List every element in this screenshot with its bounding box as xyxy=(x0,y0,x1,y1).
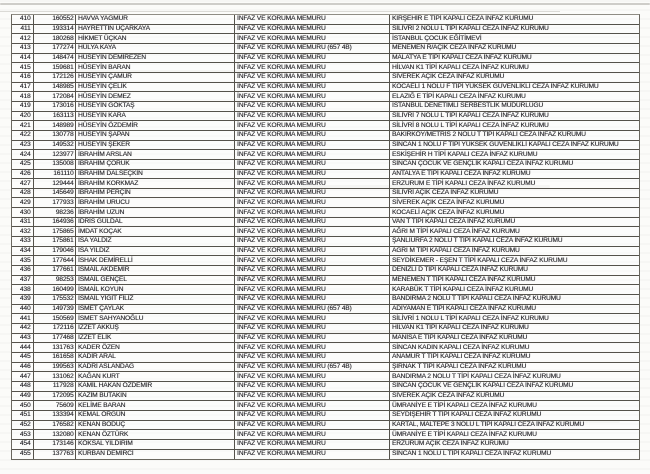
cell-person-name: HÜLYA KAYA xyxy=(76,44,235,53)
cell-registry-number: 75609 xyxy=(34,401,76,410)
table-row xyxy=(12,218,639,228)
cell-registry-number: 149739 xyxy=(34,305,76,314)
table-row xyxy=(12,179,639,189)
cell-row-number: 428 xyxy=(12,189,34,198)
table-row xyxy=(12,189,639,199)
cell-row-number: 419 xyxy=(12,102,34,111)
cell-row-number: 432 xyxy=(12,227,34,236)
cell-row-number: 451 xyxy=(12,411,34,420)
cell-registry-number: 145649 xyxy=(34,189,76,198)
cell-institution: KOCAELİ AÇIK CEZA İNFAZ KURUMU xyxy=(392,208,505,216)
table-row xyxy=(12,83,639,93)
table-row xyxy=(12,411,639,421)
cell-institution: SİNCAN 1 NOLU F TİPİ YÜKSEK GÜVENLİKLİ KAPALI CEZA İNFAZ KURUMU xyxy=(392,140,619,148)
cell-row-number: 410 xyxy=(12,15,34,24)
cell-institution: ADIYAMAN E TİPİ KAPALI CEZA İNFAZ KURUMU xyxy=(392,305,536,313)
cell-registry-number: 132080 xyxy=(34,430,76,439)
personnel-roster-table xyxy=(11,14,640,460)
cell-institution: MANİSA E TİPİ KAPALI CEZA İNFAZ KURUMU xyxy=(392,334,528,342)
cell-person-name: HAYRETTİN UÇARKAYA xyxy=(76,25,235,34)
cell-registry-number: 98236 xyxy=(34,208,76,217)
cell-row-number: 438 xyxy=(12,285,34,294)
cell-person-name: İBRAHİM PERÇİN xyxy=(76,189,235,198)
table-row xyxy=(12,15,639,25)
cell-row-number: 447 xyxy=(12,372,34,381)
cell-institution: KOCAELİ 1 NOLU F TİPİ YÜKSEK GÜVENLİKLİ CEZA İNFAZ KURUMU xyxy=(392,82,599,90)
cell-row-number: 427 xyxy=(12,179,34,188)
cell-person-name: İZZET ELİK xyxy=(76,334,235,343)
table-row xyxy=(12,401,639,411)
cell-row-number: 450 xyxy=(12,401,34,410)
cell-institution: HİLVAN K1 TİPİ KAPALI CEZA İNFAZ KURUMU xyxy=(392,63,529,71)
cell-row-number: 431 xyxy=(12,218,34,227)
cell-row-number: 435 xyxy=(12,256,34,265)
cell-row-number: 423 xyxy=(12,141,34,150)
cell-person-name: HÜSEYİN ŞAPAN xyxy=(76,131,235,140)
table-row xyxy=(12,112,639,122)
table-row xyxy=(12,141,639,151)
cell-row-number: 429 xyxy=(12,198,34,207)
table-row xyxy=(12,150,639,160)
cell-job-title: İNFAZ VE KORUMA MEMURU xyxy=(235,276,390,285)
cell-registry-number: 149532 xyxy=(34,141,76,150)
cell-job-title: İNFAZ VE KORUMA MEMURU xyxy=(235,54,390,63)
cell-row-number: 448 xyxy=(12,382,34,391)
cell-job-title: İNFAZ VE KORUMA MEMURU xyxy=(235,208,390,217)
cell-person-name: HÜSEYİN DEMİREZEN xyxy=(76,54,235,63)
cell-registry-number: 193314 xyxy=(34,25,76,34)
table-row xyxy=(12,305,639,315)
cell-registry-number: 117928 xyxy=(34,382,76,391)
table-row xyxy=(12,227,639,237)
table-row xyxy=(12,324,639,334)
cell-registry-number: 133394 xyxy=(34,411,76,420)
cell-person-name: HÜSEYİN KARA xyxy=(76,112,235,121)
cell-person-name: İSA YILDIZ xyxy=(76,247,235,256)
cell-registry-number: 159681 xyxy=(34,63,76,72)
cell-institution: ELAZIĞ E TİPİ KAPALI CEZA İNFAZ KURUMU xyxy=(392,92,526,100)
cell-job-title: İNFAZ VE KORUMA MEMURU xyxy=(235,285,390,294)
cell-registry-number: 150569 xyxy=(34,314,76,323)
cell-job-title: İNFAZ VE KORUMA MEMURU xyxy=(235,440,390,449)
cell-row-number: 440 xyxy=(12,305,34,314)
table-row xyxy=(12,170,639,180)
table-row xyxy=(12,92,639,102)
cell-person-name: KAZİM BUTAKIN xyxy=(76,392,235,401)
cell-institution: ÜMRANİYE E TİPİ KAPALI CEZA İNFAZ KURUMU xyxy=(392,430,537,438)
cell-person-name: İBRAHİM URUCU xyxy=(76,198,235,207)
cell-job-title: İNFAZ VE KORUMA MEMURU xyxy=(235,121,390,130)
cell-institution: ESKİŞEHİR H TİPİ KAPALI CEZA İNFAZ KURUMU xyxy=(392,150,538,158)
table-row xyxy=(12,256,639,266)
table-row xyxy=(12,102,639,112)
cell-row-number: 434 xyxy=(12,247,34,256)
cell-person-name: İSHAK DEMİRELLİ xyxy=(76,256,235,265)
cell-registry-number: 177274 xyxy=(34,44,76,53)
cell-job-title: İNFAZ VE KORUMA MEMURU xyxy=(235,179,390,188)
cell-registry-number: 148985 xyxy=(34,83,76,92)
cell-job-title: İNFAZ VE KORUMA MEMURU xyxy=(235,372,390,381)
cell-person-name: KADİR ARAL xyxy=(76,353,235,362)
table-row xyxy=(12,34,639,44)
cell-institution: SEYDİŞEHİR T TİPİ KAPALI CEZA İNFAZ KURUMU xyxy=(392,411,542,419)
cell-job-title: İNFAZ VE KORUMA MEMURU xyxy=(235,324,390,333)
cell-row-number: 433 xyxy=(12,237,34,246)
cell-job-title: İNFAZ VE KORUMA MEMURU xyxy=(235,92,390,101)
cell-registry-number: 173146 xyxy=(34,440,76,449)
cell-registry-number: 131763 xyxy=(34,343,76,352)
cell-institution: BANDIRMA 2 NOLU T TİPİ KAPALI CEZA İNFAZ KURUMU xyxy=(392,295,561,303)
cell-job-title: İNFAZ VE KORUMA MEMURU xyxy=(235,63,390,72)
scan-artifact-line xyxy=(0,11,560,12)
cell-institution: SİNCAN ÇOCUK VE GENÇLİK KAPALI CEZA İNFAZ KURUMU xyxy=(392,160,573,168)
cell-row-number: 441 xyxy=(12,314,34,323)
cell-person-name: HİKMET ÜÇKAN xyxy=(76,34,235,43)
table-row xyxy=(12,382,639,392)
cell-row-number: 426 xyxy=(12,170,34,179)
cell-job-title: İNFAZ VE KORUMA MEMURU xyxy=(235,430,390,439)
cell-person-name: İBRAHİM ÇORUK xyxy=(76,160,235,169)
cell-row-number: 422 xyxy=(12,131,34,140)
cell-institution: ÜMRANİYE E TİPİ KAPALI CEZA İNFAZ KURUMU xyxy=(392,401,537,409)
cell-institution: SİLİVRİ AÇIK CEZA İNFAZ KURUMU xyxy=(392,189,499,197)
cell-person-name: İSA YALDIZ xyxy=(76,237,235,246)
cell-registry-number: 176582 xyxy=(34,421,76,430)
cell-row-number: 442 xyxy=(12,324,34,333)
cell-job-title: İNFAZ VE KORUMA MEMURU xyxy=(235,314,390,323)
cell-institution: ERZURUM E TİPİ KAPALI CEZA İNFAZ KURUMU xyxy=(392,179,536,187)
table-row xyxy=(12,440,639,450)
cell-institution: BAKIRKÖY/METRİS 2 NOLU T TİPİ KAPALI CEZA İNFAZ KURUMU xyxy=(392,131,586,139)
cell-row-number: 452 xyxy=(12,421,34,430)
cell-person-name: KADRİ ASLANDAĞ xyxy=(76,363,235,372)
table-row xyxy=(12,353,639,363)
cell-job-title: İNFAZ VE KORUMA MEMURU xyxy=(235,73,390,82)
cell-job-title: İNFAZ VE KORUMA MEMURU xyxy=(235,256,390,265)
cell-job-title: İNFAZ VE KORUMA MEMURU xyxy=(235,343,390,352)
cell-row-number: 418 xyxy=(12,92,34,101)
cell-job-title: İNFAZ VE KORUMA MEMURU xyxy=(235,401,390,410)
cell-row-number: 421 xyxy=(12,121,34,130)
cell-person-name: HAVVA YAĞMUR xyxy=(76,15,235,24)
cell-person-name: HÜSEYİN DEMEZ xyxy=(76,92,235,101)
cell-registry-number: 177644 xyxy=(34,256,76,265)
cell-institution: SİNCAN 1 NOLU L TİPİ KAPALI CEZA İNFAZ KURUMU xyxy=(392,449,551,457)
cell-person-name: İSMET ÇAYLAK xyxy=(76,305,235,314)
cell-person-name: HÜSEYİN BARAN xyxy=(76,63,235,72)
table-row xyxy=(12,25,639,35)
cell-row-number: 414 xyxy=(12,54,34,63)
cell-institution: ŞANLIURFA 2 NOLU T TİPİ KAPALI CEZA İNFAZ KURUMU xyxy=(392,237,563,245)
cell-job-title: İNFAZ VE KORUMA MEMURU xyxy=(235,15,390,24)
cell-registry-number: 131062 xyxy=(34,372,76,381)
cell-registry-number: 148474 xyxy=(34,54,76,63)
table-row xyxy=(12,237,639,247)
cell-row-number: 430 xyxy=(12,208,34,217)
cell-institution: SİNCAN ÇOCUK VE GENÇLİK KAPALI CEZA İNFAZ KURUMU xyxy=(392,382,573,390)
cell-person-name: İBRAHİM ARSLAN xyxy=(76,150,235,159)
cell-person-name: KURBAN DEMİRCİ xyxy=(76,450,235,460)
cell-institution: MENEMEN R/AÇIK CEZA İNFAZ KURUMU xyxy=(392,44,517,52)
table-row xyxy=(12,208,639,218)
cell-person-name: İZZET AKKUŞ xyxy=(76,324,235,333)
table-row xyxy=(12,266,639,276)
table-row xyxy=(12,343,639,353)
cell-institution: SİLİVRİ 1 NOLU L TİPİ KAPALI CEZA İNFAZ KURUMU xyxy=(392,314,549,322)
cell-institution: SİLİVRİ 7 NOLU L TİPİ KAPALI CEZA İNFAZ KURUMU xyxy=(392,111,549,119)
cell-institution: AĞRI M TİPİ KAPALI CEZA İNFAZ KURUMU xyxy=(392,227,520,235)
cell-registry-number: 172126 xyxy=(34,73,76,82)
cell-registry-number: 175861 xyxy=(34,237,76,246)
cell-registry-number: 129444 xyxy=(34,179,76,188)
cell-registry-number: 164936 xyxy=(34,218,76,227)
table-row xyxy=(12,392,639,402)
cell-registry-number: 177933 xyxy=(34,198,76,207)
cell-job-title: İNFAZ VE KORUMA MEMURU xyxy=(235,411,390,420)
cell-registry-number: 172116 xyxy=(34,324,76,333)
cell-row-number: 444 xyxy=(12,343,34,352)
cell-job-title: İNFAZ VE KORUMA MEMURU xyxy=(235,334,390,343)
cell-institution: DENİZLİ D TİPİ KAPALI CEZA İNFAZ KURUMU xyxy=(392,266,528,274)
cell-job-title: İNFAZ VE KORUMA MEMURU xyxy=(235,227,390,236)
cell-person-name: KELİME BARAN xyxy=(76,401,235,410)
cell-job-title: İNFAZ VE KORUMA MEMURU xyxy=(235,102,390,111)
table-row xyxy=(12,54,639,64)
cell-institution: SİVEREK AÇIK CEZA İNFAZ KURUMU xyxy=(392,391,505,399)
cell-row-number: 412 xyxy=(12,34,34,43)
table-row xyxy=(12,430,639,440)
cell-institution: VAN T TİPİ KAPALI CEZA İNFAZ KURUMU xyxy=(392,218,516,226)
cell-person-name: KAMİL HAKAN ÖZDEMİR xyxy=(76,382,235,391)
cell-row-number: 445 xyxy=(12,353,34,362)
cell-person-name: İSMET SAHYANOĞLU xyxy=(76,314,235,323)
cell-job-title: İNFAZ VE KORUMA MEMURU xyxy=(235,112,390,121)
table-row xyxy=(12,44,639,54)
cell-institution: ERZURUM AÇIK CEZA İNFAZ KURUMU xyxy=(392,440,509,448)
cell-job-title: İNFAZ VE KORUMA MEMURU xyxy=(235,247,390,256)
cell-registry-number: 175865 xyxy=(34,227,76,236)
cell-registry-number: 173016 xyxy=(34,102,76,111)
cell-job-title: İNFAZ VE KORUMA MEMURU xyxy=(235,25,390,34)
cell-person-name: İBRAHİM DALSEÇKİN xyxy=(76,170,235,179)
cell-row-number: 417 xyxy=(12,83,34,92)
cell-registry-number: 123977 xyxy=(34,150,76,159)
cell-person-name: İDRİS GÜLDAL xyxy=(76,218,235,227)
cell-job-title: İNFAZ VE KORUMA MEMURU xyxy=(235,450,390,460)
cell-person-name: KÖKSAL YILDIRIM xyxy=(76,440,235,449)
table-row xyxy=(12,314,639,324)
table-row xyxy=(12,63,639,73)
cell-institution: SİLİVRİ 8 NOLU L TİPİ KAPALI CEZA İNFAZ KURUMU xyxy=(392,121,549,129)
cell-row-number: 443 xyxy=(12,334,34,343)
cell-institution: BANDIRMA 2 NOLU T TİPİ KAPALI CEZA İNFAZ KURUMU xyxy=(392,372,561,380)
table-row xyxy=(12,276,639,286)
cell-institution: MENEMEN T TİPİ KAPALI CEZA İNFAZ KURUMU xyxy=(392,276,536,284)
cell-job-title: İNFAZ VE KORUMA MEMURU xyxy=(235,266,390,275)
table-row xyxy=(12,247,639,257)
cell-person-name: İBRAHİM UZUN xyxy=(76,208,235,217)
cell-row-number: 415 xyxy=(12,63,34,72)
scan-artifact-line xyxy=(0,3,650,5)
table-row xyxy=(12,363,639,373)
cell-person-name: İBRAHİM KORKMAZ xyxy=(76,179,235,188)
cell-row-number: 454 xyxy=(12,440,34,449)
cell-institution: KIRŞEHİR E TİPİ KAPALI CEZA İNFAZ KURUMU xyxy=(392,15,534,23)
cell-registry-number: 172084 xyxy=(34,92,76,101)
cell-institution: SEYDİKEMER - EŞEN T TİPİ KAPALI CEZA İNFAZ KURUMU xyxy=(392,256,568,264)
cell-registry-number: 148989 xyxy=(34,121,76,130)
cell-institution: SİVEREK AÇIK CEZA İNFAZ KURUMU xyxy=(392,198,505,206)
cell-job-title: İNFAZ VE KORUMA MEMURU (657 4B) xyxy=(235,363,390,372)
cell-registry-number: 137763 xyxy=(34,450,76,460)
cell-institution: İSTANBUL ÇOCUK EĞİTİMEVİ xyxy=(392,34,482,42)
cell-job-title: İNFAZ VE KORUMA MEMURU xyxy=(235,150,390,159)
cell-job-title: İNFAZ VE KORUMA MEMURU xyxy=(235,421,390,430)
cell-row-number: 453 xyxy=(12,430,34,439)
cell-registry-number: 180268 xyxy=(34,34,76,43)
cell-row-number: 437 xyxy=(12,276,34,285)
cell-row-number: 413 xyxy=(12,44,34,53)
cell-registry-number: 160552 xyxy=(34,15,76,24)
cell-institution: AĞRI M TİPİ KAPALI CEZA İNFAZ KURUMU xyxy=(392,247,520,255)
table-row xyxy=(12,372,639,382)
cell-institution: SİLİVRİ 2 NOLU L TİPİ KAPALI CEZA İNFAZ KURUMU xyxy=(392,25,549,33)
cell-registry-number: 130778 xyxy=(34,131,76,140)
cell-institution: İSTANBUL DENETİMLİ SERBESTLİK MÜDÜRLÜĞÜ xyxy=(392,102,544,110)
cell-person-name: KENAN ÖZTÜRK xyxy=(76,430,235,439)
table-row xyxy=(12,121,639,131)
table-row xyxy=(12,421,639,431)
table-row xyxy=(12,131,639,141)
cell-row-number: 420 xyxy=(12,112,34,121)
cell-institution: MALATYA E TİPİ KAPALI CEZA İNFAZ KURUMU xyxy=(392,54,532,62)
cell-institution: ŞIRNAK T TİPİ KAPALI CEZA İNFAZ KURUMU xyxy=(392,363,527,371)
cell-registry-number: 98253 xyxy=(34,276,76,285)
cell-person-name: İSMAİL YİĞİT FİLİZ xyxy=(76,295,235,304)
cell-institution: ANAMUR T TİPİ KAPALI CEZA İNFAZ KURUMU xyxy=(392,353,531,361)
table-row xyxy=(12,334,639,344)
cell-registry-number: 177661 xyxy=(34,266,76,275)
cell-row-number: 411 xyxy=(12,25,34,34)
cell-institution: ANTALYA E TİPİ KAPALI CEZA İNFAZ KURUMU xyxy=(392,169,531,177)
table-row xyxy=(12,160,639,170)
table-row xyxy=(12,198,639,208)
cell-institution: KARABÜK T TİPİ KAPALI CEZA İNFAZ KURUMU xyxy=(392,285,534,293)
cell-institution: KARTAL, MALTEPE 3 NOLU L TİPİ KAPALI CEZA İNFAZ KURUMU xyxy=(392,420,584,428)
cell-job-title: İNFAZ VE KORUMA MEMURU (657 4B) xyxy=(235,44,390,53)
cell-job-title: İNFAZ VE KORUMA MEMURU xyxy=(235,170,390,179)
cell-registry-number: 175532 xyxy=(34,295,76,304)
cell-registry-number: 161658 xyxy=(34,353,76,362)
table-row xyxy=(12,450,639,460)
cell-registry-number: 163113 xyxy=(34,112,76,121)
cell-row-number: 436 xyxy=(12,266,34,275)
cell-person-name: KENAN BODUÇ xyxy=(76,421,235,430)
cell-row-number: 455 xyxy=(12,450,34,460)
cell-row-number: 424 xyxy=(12,150,34,159)
cell-institution: SİNCAN KADIN KAPALI CEZA İNFAZ KURUMU xyxy=(392,343,530,351)
cell-job-title: İNFAZ VE KORUMA MEMURU xyxy=(235,237,390,246)
cell-row-number: 449 xyxy=(12,392,34,401)
cell-registry-number: 179046 xyxy=(34,247,76,256)
cell-job-title: İNFAZ VE KORUMA MEMURU xyxy=(235,382,390,391)
cell-job-title: İNFAZ VE KORUMA MEMURU xyxy=(235,189,390,198)
table-row xyxy=(12,285,639,295)
cell-registry-number: 172095 xyxy=(34,392,76,401)
cell-job-title: İNFAZ VE KORUMA MEMURU xyxy=(235,198,390,207)
cell-institution: HİLVAN K1 TİPİ KAPALI CEZA İNFAZ KURUMU xyxy=(392,324,529,332)
cell-row-number: 446 xyxy=(12,363,34,372)
cell-job-title: İNFAZ VE KORUMA MEMURU xyxy=(235,295,390,304)
cell-person-name: HÜSEYİN ÇELİK xyxy=(76,83,235,92)
cell-person-name: HÜSEYİN ŞEKER xyxy=(76,141,235,150)
cell-registry-number: 160499 xyxy=(34,285,76,294)
cell-person-name: İMDAT KOÇAK xyxy=(76,227,235,236)
cell-job-title: İNFAZ VE KORUMA MEMURU (657 4B) xyxy=(235,305,390,314)
cell-person-name: İSMAİL GENÇEL xyxy=(76,276,235,285)
cell-institution: SİVEREK AÇIK CEZA İNFAZ KURUMU xyxy=(392,73,505,81)
cell-job-title: İNFAZ VE KORUMA MEMURU xyxy=(235,83,390,92)
cell-registry-number: 199563 xyxy=(34,363,76,372)
cell-person-name: KAĞAN KURT xyxy=(76,372,235,381)
cell-registry-number: 135008 xyxy=(34,160,76,169)
cell-job-title: İNFAZ VE KORUMA MEMURU xyxy=(235,353,390,362)
cell-row-number: 425 xyxy=(12,160,34,169)
cell-job-title: İNFAZ VE KORUMA MEMURU xyxy=(235,131,390,140)
cell-person-name: İSMAİL KOYUN xyxy=(76,285,235,294)
cell-row-number: 416 xyxy=(12,73,34,82)
cell-row-number: 439 xyxy=(12,295,34,304)
cell-job-title: İNFAZ VE KORUMA MEMURU xyxy=(235,392,390,401)
table-row xyxy=(12,73,639,83)
cell-registry-number: 161110 xyxy=(34,170,76,179)
cell-job-title: İNFAZ VE KORUMA MEMURU xyxy=(235,141,390,150)
cell-person-name: HÜSEYİN GÖKTAŞ xyxy=(76,102,235,111)
cell-job-title: İNFAZ VE KORUMA MEMURU xyxy=(235,34,390,43)
cell-person-name: HÜSEYİN ÖZDEMİR xyxy=(76,121,235,130)
cell-person-name: İSMAİL AKDEMİR xyxy=(76,266,235,275)
table-row xyxy=(12,295,639,305)
cell-person-name: HÜSEYİN ÇAMUR xyxy=(76,73,235,82)
cell-job-title: İNFAZ VE KORUMA MEMURU xyxy=(235,218,390,227)
cell-person-name: KEMAL ÖRGÜN xyxy=(76,411,235,420)
cell-job-title: İNFAZ VE KORUMA MEMURU xyxy=(235,160,390,169)
cell-registry-number: 177468 xyxy=(34,334,76,343)
cell-person-name: KADER ÖZEN xyxy=(76,343,235,352)
